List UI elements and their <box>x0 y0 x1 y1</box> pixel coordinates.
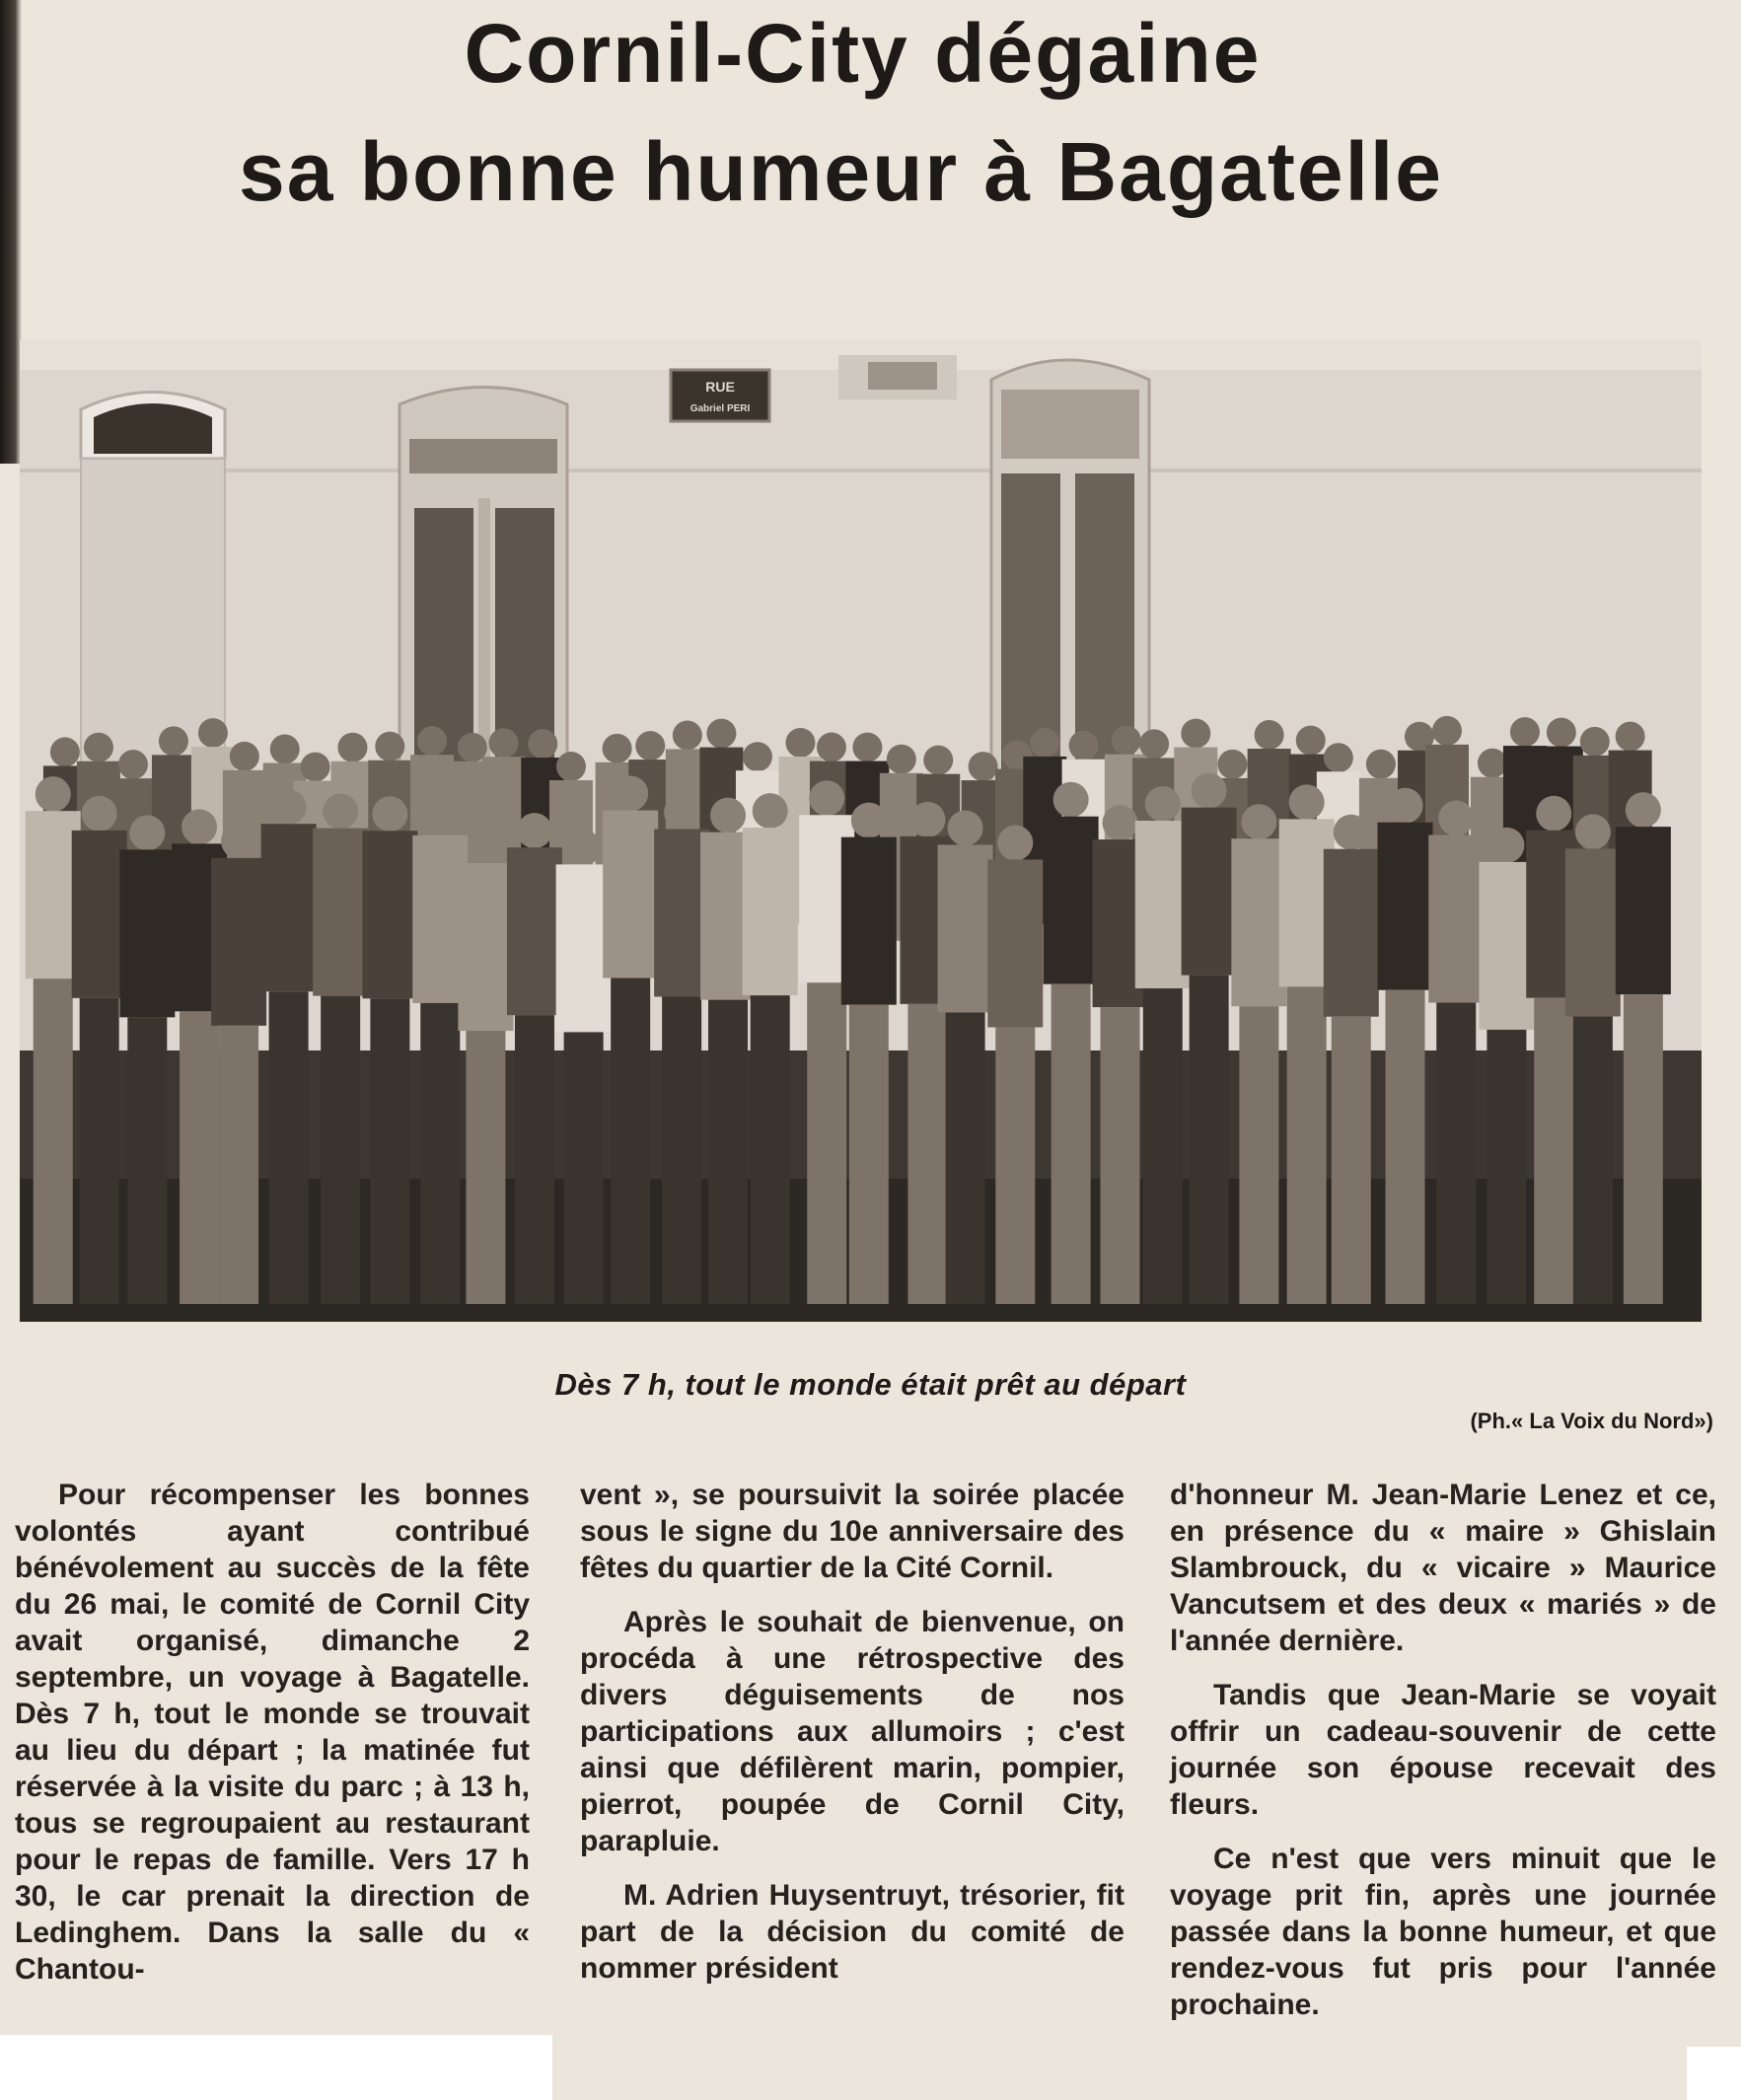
person-head <box>301 753 330 782</box>
person-head <box>1145 786 1181 822</box>
person-head <box>1069 731 1099 760</box>
person-head <box>489 728 519 758</box>
person-head <box>375 732 404 761</box>
person-legs <box>269 991 309 1304</box>
person-head <box>337 733 367 762</box>
article-paragraph: M. Adrien Huysentruyt, trésorier, fit part de la décision du comité de nommer président <box>580 1879 1124 1985</box>
person-head <box>129 815 165 850</box>
person-head <box>221 824 256 859</box>
article-column-1 <box>15 1477 530 2005</box>
person-body <box>987 859 1043 1027</box>
person-legs <box>1052 984 1091 1304</box>
person-legs <box>515 1015 554 1304</box>
person-head <box>1334 815 1369 850</box>
person-head <box>372 796 407 832</box>
person-head <box>198 718 228 748</box>
person-legs <box>849 1005 889 1304</box>
person-legs <box>466 1031 505 1304</box>
person-legs <box>34 978 73 1304</box>
person-head <box>948 810 983 845</box>
person-legs <box>807 982 846 1304</box>
person-head <box>1438 801 1474 836</box>
person-legs <box>180 1011 219 1304</box>
person-body <box>743 828 798 995</box>
person-head <box>603 734 632 763</box>
article-paragraph: d'honneur M. Jean-Marie Lenez et ce, en présence du « maire » Ghislain Slambrouck, du « vicaire » Maurice Vancutsem et des deux « mariés » de l'année dernière. <box>1170 1479 1716 1657</box>
person-legs <box>1436 1003 1476 1304</box>
torn-corner <box>1687 2047 1741 2100</box>
person-legs <box>321 996 360 1304</box>
person-head <box>1289 784 1325 820</box>
person-legs <box>1101 1007 1140 1304</box>
person-head <box>785 728 815 758</box>
person-head <box>1241 804 1276 839</box>
person-body <box>938 844 993 1012</box>
person-head <box>417 726 447 756</box>
person-legs <box>946 1012 985 1304</box>
person-body <box>362 831 417 998</box>
person-body <box>1479 862 1534 1030</box>
person-head <box>556 752 586 781</box>
person-head <box>181 809 217 844</box>
person-head <box>468 829 503 864</box>
photo-caption: Dès 7 h, tout le monde était prêt au départ <box>554 1367 1187 1402</box>
person-body <box>72 831 127 998</box>
person-head <box>809 780 844 816</box>
person-head <box>566 830 602 865</box>
person-head <box>673 720 702 750</box>
person-head <box>1112 726 1141 756</box>
person-head <box>635 731 665 760</box>
headline-line-1: Cornil-City dégaine <box>464 7 1262 100</box>
person-head <box>159 726 188 756</box>
person-legs <box>1143 988 1183 1304</box>
headline-line-2: sa bonne humeur à Bagatelle <box>239 125 1443 218</box>
person-head <box>528 729 557 759</box>
person-body <box>1231 838 1286 1006</box>
person-head <box>36 776 71 812</box>
person-head <box>817 733 846 762</box>
person-head <box>1053 782 1089 818</box>
person-body <box>1428 835 1484 1003</box>
person-head <box>118 750 148 779</box>
person-head <box>270 734 300 763</box>
person-head <box>706 719 736 749</box>
person-head <box>1510 717 1540 747</box>
person-legs <box>564 1032 604 1304</box>
person-legs <box>907 1004 947 1304</box>
article-paragraph: Pour récompenser les bonnes volontés ayant contribué bénévolement au succès de la fête du 26 mai, le comité de Cornil City avait organisé, dimanche 2 septembre, un voyage à Bagatelle. Dès 7 h, tout le monde se trouvait au lieu du départ ; la matinée fut réservée à la visite du parc ; à 13 h, tous se regroupaient au restaurant pour le repas de famille. Vers 17 h 30, le car prenait la direction de Ledinghem. Dans la salle du « Chantou- <box>15 1479 530 1986</box>
person-head <box>517 813 552 848</box>
person-legs <box>662 996 701 1304</box>
person-legs <box>1624 994 1663 1304</box>
torn-corner <box>0 2035 552 2100</box>
person-head <box>230 742 259 771</box>
person-head <box>1616 722 1645 752</box>
person-head <box>1324 743 1353 772</box>
person-head <box>1366 750 1396 779</box>
person-head <box>82 796 117 832</box>
person-body <box>1182 808 1237 976</box>
street-sign-line2: Gabriel PERI <box>689 403 751 414</box>
person-body <box>507 847 562 1015</box>
person-head <box>1478 749 1507 778</box>
article-paragraph: vent », se poursuivit la soirée placée sous le signe du 10e anniversaire des fêtes du quartier de la Cité Cornil. <box>580 1479 1124 1584</box>
person-head <box>50 737 80 766</box>
person-head <box>851 803 887 838</box>
person-head <box>1580 727 1610 757</box>
person-head <box>1139 729 1169 759</box>
group-photo <box>20 340 1702 1322</box>
person-head <box>422 801 458 836</box>
person-head <box>84 733 113 762</box>
person-legs <box>611 978 650 1304</box>
person-head <box>887 745 916 774</box>
person-head <box>664 794 699 830</box>
person-head <box>1030 728 1059 758</box>
person-legs <box>1332 1017 1371 1304</box>
street-sign-line1: RUE <box>705 379 735 395</box>
person-legs <box>1239 1006 1278 1304</box>
person-head <box>1296 726 1326 756</box>
person-legs <box>1534 998 1573 1304</box>
article-paragraph: Tandis que Jean-Marie se voyait offrir un cadeau-souvenir de cette journée son épouse recevait des fleurs. <box>1170 1679 1716 1821</box>
person-body <box>1378 823 1433 990</box>
person-head <box>1488 828 1524 863</box>
person-head <box>1536 796 1571 832</box>
person-body <box>1044 817 1099 984</box>
person-legs <box>1386 990 1425 1304</box>
person-head <box>1432 716 1462 746</box>
person-body <box>458 863 513 1031</box>
person-head <box>1192 773 1227 809</box>
person-legs <box>708 1000 748 1304</box>
person-legs <box>1287 986 1327 1304</box>
person-head <box>997 825 1033 860</box>
person-legs <box>1573 1016 1613 1304</box>
person-head <box>1388 788 1423 824</box>
person-head <box>271 789 307 825</box>
person-legs <box>219 1026 258 1304</box>
person-head <box>323 794 358 830</box>
article-column-3 <box>1170 1477 1716 2041</box>
person-body <box>313 829 368 996</box>
person-head <box>1217 750 1247 779</box>
person-head <box>1103 805 1138 840</box>
person-head <box>1575 814 1611 849</box>
person-legs <box>420 1003 460 1304</box>
person-legs <box>370 998 409 1304</box>
person-body <box>1616 827 1671 994</box>
person-body <box>1324 849 1379 1017</box>
person-head <box>923 746 953 775</box>
person-head <box>1626 792 1661 828</box>
street-sign <box>671 370 769 421</box>
person-body <box>841 837 897 1005</box>
article-paragraph: Ce n'est que vers minuit que le voyage prit fin, après une journée passée dans la bonne humeur, et que rendez-vous fut pris pour l'année prochaine. <box>1170 1843 1716 2021</box>
person-head <box>1547 718 1576 748</box>
person-legs <box>995 1027 1035 1304</box>
person-head <box>613 776 648 812</box>
person-legs <box>1190 976 1229 1304</box>
person-legs <box>751 995 790 1304</box>
article-paragraph: Après le souhait de bienvenue, on procéda à une rétrospective des divers déguisements de nos participations aux allumoirs ; c'est ainsi que défilèrent marin, pompier, pierrot, poupée de Cornil City, parapluie. <box>580 1606 1124 1857</box>
person-body <box>261 824 317 991</box>
person-legs <box>1487 1030 1526 1304</box>
person-body <box>1565 848 1621 1016</box>
person-body <box>603 811 658 978</box>
person-legs <box>80 998 119 1304</box>
person-body <box>119 849 175 1017</box>
person-head <box>743 742 772 771</box>
person-head <box>710 798 746 833</box>
person-head <box>1255 720 1284 750</box>
person-body <box>211 858 266 1026</box>
person-head <box>909 802 945 837</box>
article-column-2 <box>580 1477 1124 2004</box>
person-head <box>969 752 998 781</box>
person-head <box>1181 719 1210 749</box>
person-legs <box>127 1017 167 1304</box>
person-head <box>753 793 788 829</box>
photo-credit: (Ph.« La Voix du Nord») <box>1470 1409 1713 1433</box>
person-head <box>852 733 882 762</box>
